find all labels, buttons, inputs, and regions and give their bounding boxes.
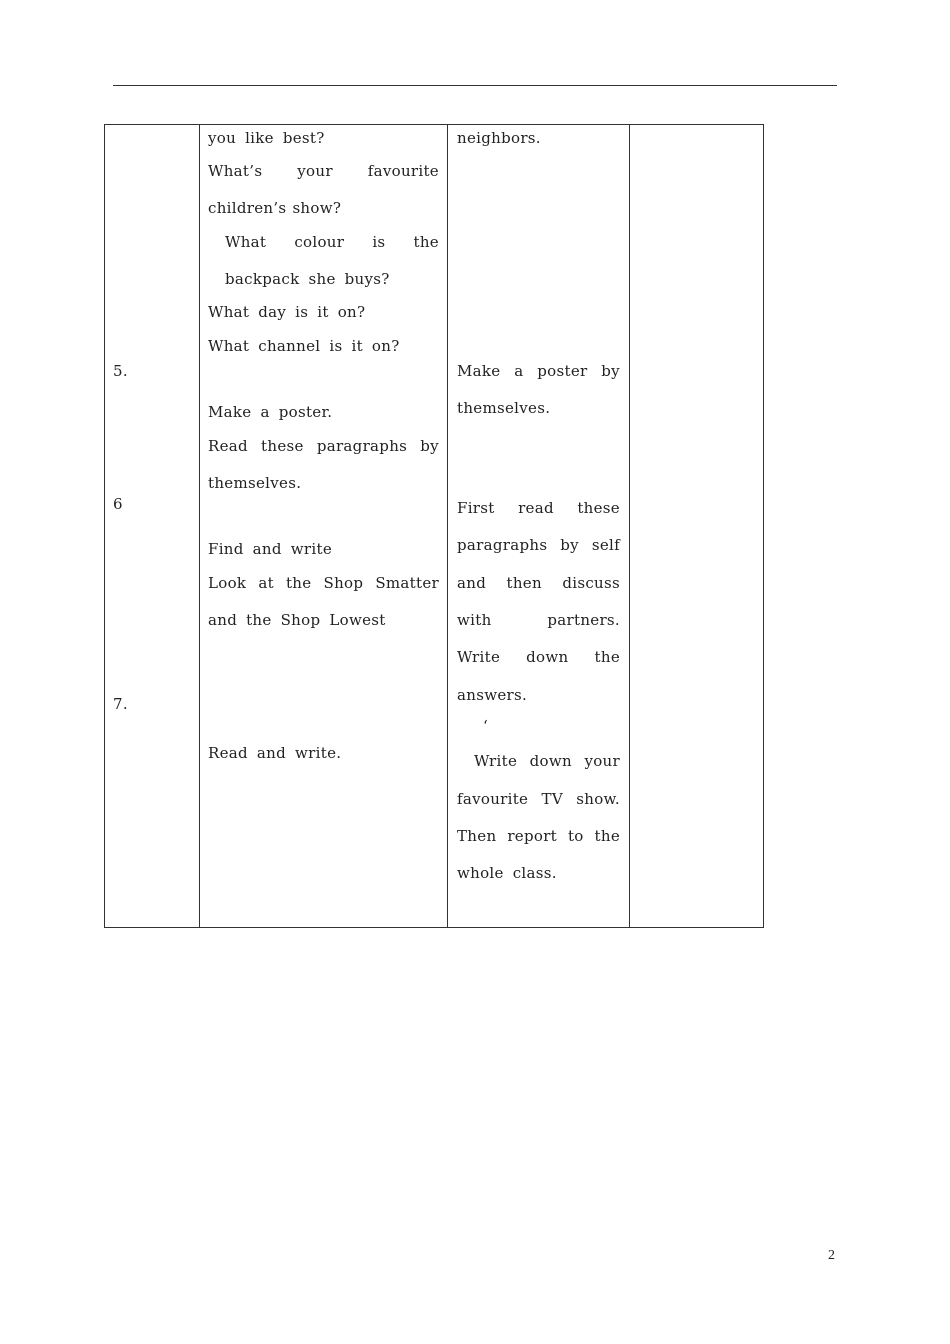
word: self [591, 536, 620, 554]
teacher-line [208, 129, 325, 147]
word: Read [208, 744, 248, 762]
word: and [457, 574, 487, 592]
word: answers. [457, 686, 528, 704]
word: show? [292, 199, 342, 217]
word: by [601, 362, 620, 380]
column-divider [629, 124, 630, 928]
word: the [285, 574, 312, 592]
teacher-line [208, 744, 341, 762]
word: the [413, 233, 439, 251]
word: by [560, 536, 579, 554]
student-line [457, 611, 620, 629]
word: themselves. [208, 474, 302, 492]
word: discuss [562, 574, 620, 592]
word: at [258, 574, 274, 592]
teacher-line [208, 437, 439, 455]
word: then [506, 574, 542, 592]
teacher-line [208, 403, 332, 421]
word: on? [337, 303, 366, 321]
student-line [457, 536, 620, 554]
word: day [258, 303, 287, 321]
word: Find [208, 540, 244, 558]
word: is [295, 303, 309, 321]
word: Then [457, 827, 497, 845]
student-line [457, 499, 620, 517]
column-divider [447, 124, 448, 928]
word: Smatter [375, 574, 439, 592]
word: Look [208, 574, 247, 592]
word: you [208, 129, 237, 147]
word: paragraphs [457, 536, 548, 554]
word: like [245, 129, 274, 147]
header-rule [113, 85, 837, 86]
student-line [457, 399, 550, 417]
word: children’s [208, 199, 287, 217]
word: it [317, 303, 329, 321]
word: down [529, 752, 572, 770]
word: write. [295, 744, 342, 762]
word: poster [537, 362, 588, 380]
step-number: 5. [113, 362, 128, 380]
student-line [457, 790, 620, 808]
word: your [584, 752, 620, 770]
word: show. [576, 790, 620, 808]
teacher-line [208, 611, 386, 629]
step-number: 6 [113, 495, 123, 513]
word: read [518, 499, 554, 517]
word: to [567, 827, 584, 845]
word: partners. [547, 611, 620, 629]
student-line [457, 574, 620, 592]
word: paragraphs [316, 437, 408, 455]
word: with [457, 611, 492, 629]
page-number: 2 [828, 1248, 835, 1263]
word: best? [282, 129, 325, 147]
word: it [351, 337, 363, 355]
word: the [594, 827, 620, 845]
word: Lowest [329, 611, 386, 629]
teacher-line [208, 574, 439, 592]
student-line [457, 686, 527, 704]
word: What’s [208, 162, 263, 180]
word: What [208, 303, 250, 321]
word: down [526, 648, 569, 666]
word: class. [512, 864, 557, 882]
teacher-line [208, 162, 439, 180]
word: whole [457, 864, 504, 882]
word: poster. [278, 403, 333, 421]
word: and [208, 611, 238, 629]
word: on? [371, 337, 400, 355]
word: channel [258, 337, 321, 355]
word: neighbors. [457, 129, 541, 147]
word: What [208, 337, 250, 355]
teacher-line [208, 474, 301, 492]
word: favourite [367, 162, 439, 180]
word: write [290, 540, 332, 558]
student-line [474, 752, 620, 770]
word: your [297, 162, 333, 180]
word: themselves. [457, 399, 551, 417]
stray-mark: ‘ [483, 717, 489, 735]
word: favourite [457, 790, 529, 808]
teacher-line [208, 540, 332, 558]
student-line [457, 864, 557, 882]
word: Read [208, 437, 248, 455]
word: by [420, 437, 439, 455]
word: Shop [323, 574, 364, 592]
step-number: 7. [113, 695, 128, 713]
word: colour [294, 233, 345, 251]
student-line [457, 648, 620, 666]
word: First [457, 499, 495, 517]
word: report [507, 827, 558, 845]
column-divider [199, 124, 200, 928]
teacher-line [208, 303, 365, 321]
word: buys? [344, 270, 390, 288]
word: these [261, 437, 304, 455]
word: What [225, 233, 267, 251]
student-line [457, 129, 541, 147]
word: she [308, 270, 336, 288]
teacher-line [225, 233, 439, 251]
word: Make [208, 403, 252, 421]
student-line [457, 827, 620, 845]
word: and [252, 540, 282, 558]
word: backpack [225, 270, 300, 288]
word: is [372, 233, 386, 251]
teacher-line [208, 199, 341, 217]
word: the [594, 648, 620, 666]
word: these [577, 499, 620, 517]
word: is [329, 337, 343, 355]
teacher-line [225, 270, 390, 288]
word: a [260, 403, 270, 421]
word: TV [541, 790, 563, 808]
word: Make [457, 362, 501, 380]
word: the [246, 611, 272, 629]
word: a [514, 362, 524, 380]
word: Shop [280, 611, 321, 629]
word: Write [474, 752, 518, 770]
teacher-line [208, 337, 400, 355]
word: and [256, 744, 287, 762]
word: Write [457, 648, 501, 666]
student-line [457, 362, 620, 380]
